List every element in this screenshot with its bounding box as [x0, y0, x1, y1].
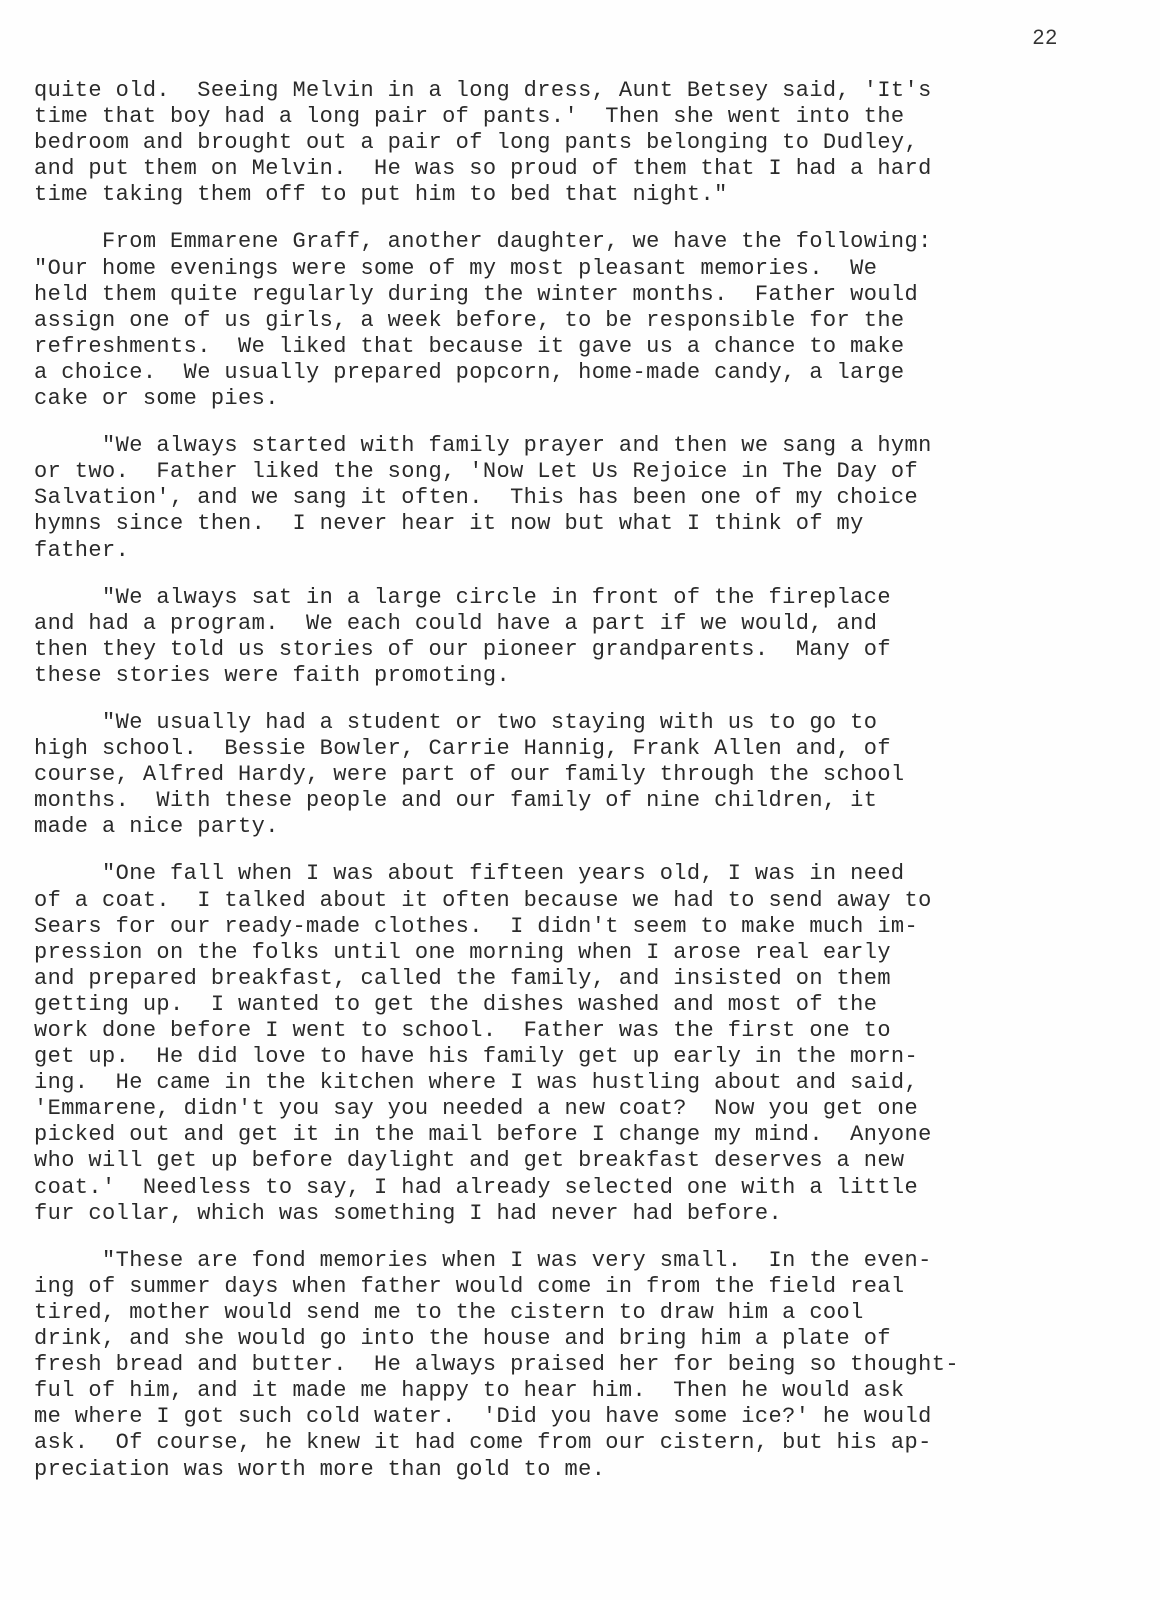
text-line: "These are fond memories when I was very small. In the even- [34, 1247, 932, 1273]
text-line: get up. He did love to have his family get up early in the morn- [34, 1044, 919, 1070]
paragraph [34, 1248, 1094, 1483]
document-body [34, 78, 1094, 1483]
text-line: high school. Bessie Bowler, Carrie Hannig, Frank Allen and, of [34, 736, 891, 762]
text-line: time taking them off to put him to bed that night." [34, 182, 728, 208]
text-line: coat.' Needless to say, I had already selected one with a little [34, 1174, 919, 1200]
text-line: "One fall when I was about fifteen years old, I was in need [34, 861, 905, 887]
paragraph [34, 585, 1094, 689]
text-line: preciation was worth more than gold to me. [34, 1456, 606, 1482]
text-line: who will get up before daylight and get breakfast deserves a new [34, 1148, 905, 1174]
text-line: then they told us stories of our pioneer grandparents. Many of [34, 636, 891, 662]
text-line: time that boy had a long pair of pants.' Then she went into the [34, 104, 905, 130]
text-line: and prepared breakfast, called the family, and insisted on them [34, 965, 891, 991]
text-line: picked out and get it in the mail before I change my mind. Anyone [34, 1122, 932, 1148]
text-line: Sears for our ready-made clothes. I didn't seem to make much im- [34, 913, 919, 939]
text-line: hymns since then. I never hear it now but what I think of my [34, 511, 864, 537]
text-line: "We usually had a student or two staying with us to go to [34, 709, 878, 735]
text-line: made a nice party. [34, 814, 279, 840]
text-line: work done before I went to school. Father was the first one to [34, 1018, 891, 1043]
text-line: drink, and she would go into the house and bring him a plate of [34, 1326, 891, 1352]
text-line: ing of summer days when father would come in from the field real [34, 1273, 905, 1299]
paragraph [34, 710, 1094, 840]
text-line: held them quite regularly during the winter months. Father would [34, 281, 919, 307]
text-line: getting up. I wanted to get the dishes washed and most of the [34, 991, 878, 1017]
text-line: these stories were faith promoting. [34, 662, 511, 688]
text-line: a choice. We usually prepared popcorn, home-made candy, a large [34, 359, 905, 385]
paragraph [34, 78, 1094, 208]
text-line: "We always started with family prayer and then we sang a hymn [34, 433, 932, 459]
text-line: "Our home evenings were some of my most pleasant memories. We [34, 255, 878, 281]
text-line: cake or some pies. [34, 386, 279, 412]
text-line: bedroom and brought out a pair of long pants belonging to Dudley, [34, 130, 919, 156]
paragraph [34, 229, 1094, 412]
text-line: ful of him, and it made me happy to hear him. Then he would ask [34, 1378, 905, 1404]
paragraph [34, 433, 1094, 563]
text-line: assign one of us girls, a week before, to be responsible for the [34, 307, 905, 333]
text-line: and put them on Melvin. He was so proud of them that I had a hard [34, 156, 932, 182]
text-line: ing. He came in the kitchen where I was hustling about and said, [34, 1070, 919, 1096]
text-line: of a coat. I talked about it often because we had to send away to [34, 887, 932, 913]
text-line: and had a program. We each could have a part if we would, and [34, 610, 878, 636]
text-line: tired, mother would send me to the cistern to draw him a cool [34, 1299, 864, 1325]
text-line: Salvation', and we sang it often. This has been one of my choice [34, 485, 919, 511]
text-line: fur collar, which was something I had never had before. [34, 1200, 783, 1226]
text-line: quite old. Seeing Melvin in a long dress, Aunt Betsey said, 'It's [34, 78, 932, 103]
paragraph [34, 861, 1094, 1226]
text-line: From Emmarene Graff, another daughter, we have the following: [34, 229, 932, 255]
text-line: or two. Father liked the song, 'Now Let Us Rejoice in The Day of [34, 459, 919, 485]
text-line: 'Emmarene, didn't you say you needed a new coat? Now you get one [34, 1096, 919, 1122]
page-number: 22 [1032, 26, 1058, 49]
text-line: ask. Of course, he knew it had come from our cistern, but his ap- [34, 1430, 932, 1456]
text-line: "We always sat in a large circle in front of the fireplace [34, 584, 891, 610]
text-line: me where I got such cold water. 'Did you have some ice?' he would [34, 1404, 932, 1430]
text-line: pression on the folks until one morning when I arose real early [34, 939, 891, 965]
text-line: fresh bread and butter. He always praised her for being so thought- [34, 1352, 959, 1378]
text-line: months. With these people and our family of nine children, it [34, 788, 878, 814]
text-line: refreshments. We liked that because it gave us a chance to make [34, 333, 905, 359]
text-line: course, Alfred Hardy, were part of our family through the school [34, 762, 905, 788]
text-line: father. [34, 537, 130, 563]
